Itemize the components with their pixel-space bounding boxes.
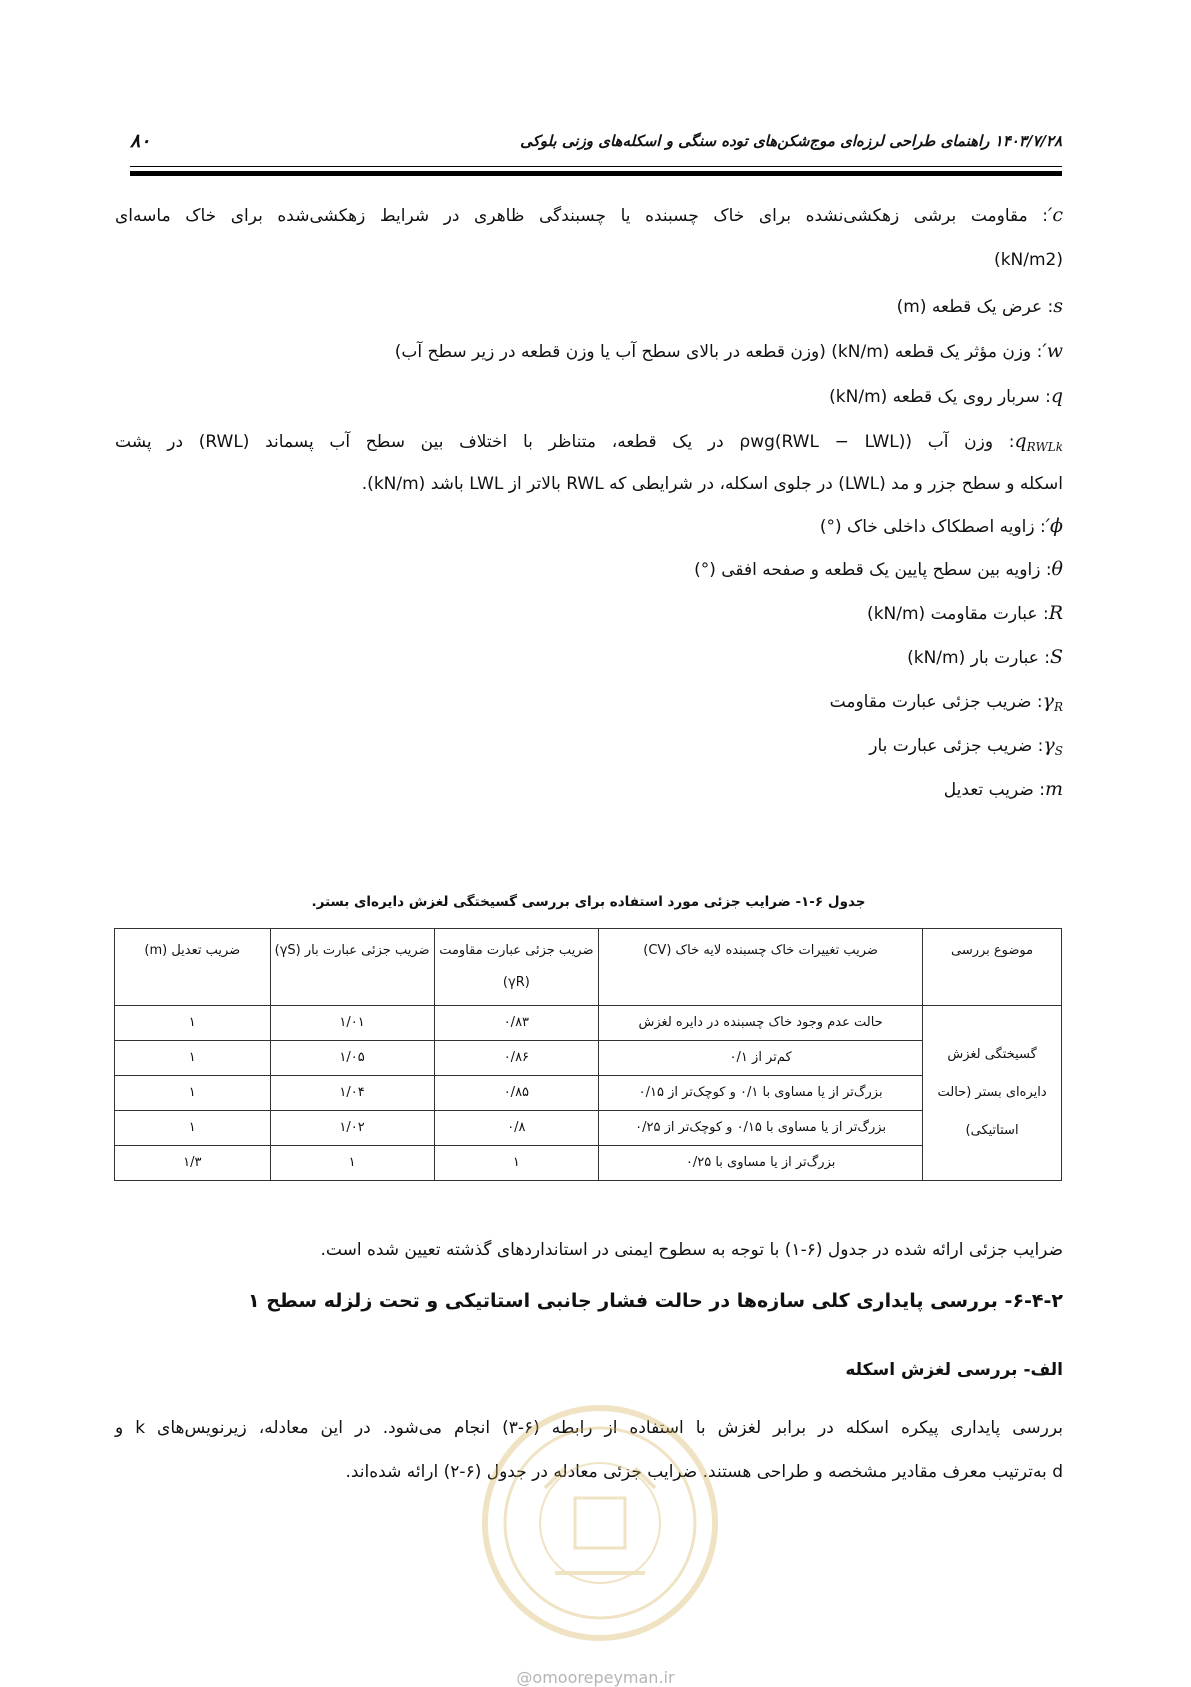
subsection-heading: الف- بررسی لغزش اسکله <box>845 1360 1063 1380</box>
definition-phi-prime: ϕ′: زاویه اصطکاک داخلی خاک (°) <box>819 515 1063 537</box>
gamma-s-cell: ۱ <box>270 1146 434 1181</box>
gamma-r-cell: ۰/۸۶ <box>434 1041 599 1076</box>
header-m: ضریب تعدیل (m) <box>115 929 271 1006</box>
m-cell: ۱ <box>115 1041 271 1076</box>
subject-cell: گسیختگی لغزش دایره‌ای بستر (حالت استاتیکی) <box>923 1006 1062 1181</box>
m-cell: ۱/۳ <box>115 1146 271 1181</box>
watermark-seal <box>475 1398 725 1648</box>
header-subject: موضوع بررسی <box>923 929 1062 1006</box>
m-cell: ۱ <box>115 1111 271 1146</box>
m-cell: ۱ <box>115 1076 271 1111</box>
definition-c-prime-unit: (kN/m2) <box>994 250 1063 270</box>
gamma-s-cell: ۱/۰۱ <box>270 1006 434 1041</box>
watermark-text: @omoorepeyman.ir <box>516 1668 675 1687</box>
definition-S: S: عبارت بار (kN/m) <box>907 646 1063 668</box>
definition-gamma-R: $\gamma_R$: ضریب جزئی عبارت مقاومت <box>829 690 1063 714</box>
paragraph-line-1: بررسی پایداری پیکره اسکله در برابر لغزش با استفاده از رابطه (۶-۳) انجام می‌شود. در این معادله، زیرنویس‌های k و <box>115 1418 1063 1438</box>
table-row <box>115 1111 1062 1146</box>
definition-q-rwl: $q_{RWLk}$: وزن آب ((ρwg(RWL − LWL در یک قطعه، متناظر با اختلاف بین سطح آب پسماند (RWL) در پشت <box>115 430 1064 454</box>
definition-q-rwl-cont: اسکله و سطح جزر و مد (LWL) در جلوی اسکله، در شرایطی که RWL بالاتر از LWL باشد (kN/m). <box>361 474 1063 494</box>
header-cv: ضریب تغییرات خاک چسبنده لایه خاک (CV) <box>599 929 923 1006</box>
cv-cell: بزرگ‌تر از یا مساوی با ۰/۱۵ و کوچک‌تر از ۰/۲۵ <box>599 1111 923 1146</box>
definition-s: s: عرض یک قطعه (m) <box>896 295 1063 317</box>
definition-q: q: سربار روی یک قطعه (kN/m) <box>829 385 1063 407</box>
gamma-r-cell: ۱ <box>434 1146 599 1181</box>
table-row <box>115 1146 1062 1181</box>
running-header <box>130 128 1062 158</box>
definition-theta: θ: زاویه بین سطح پایین یک قطعه و صفحه افقی (°) <box>694 558 1063 580</box>
cv-cell: حالت عدم وجود خاک چسبنده در دایره لغزش <box>599 1006 923 1041</box>
cv-cell: کم‌تر از ۰/۱ <box>599 1041 923 1076</box>
table-row <box>115 1006 1062 1041</box>
partial-factors-table <box>114 928 1062 1181</box>
table-header-row <box>115 929 1062 1006</box>
section-heading: ۶-۴-۲- بررسی پایداری کلی سازه‌ها در حالت فشار جانبی استاتیکی و تحت زلزله سطح ۱ <box>247 1290 1063 1312</box>
m-cell: ۱ <box>115 1006 271 1041</box>
definition-R: R: عبارت مقاومت (kN/m) <box>867 602 1063 624</box>
gamma-s-cell: ۱/۰۴ <box>270 1076 434 1111</box>
paragraph-line-2: d به‌ترتیب معرف مقادیر مشخصه و طراحی هستند. ضرایب جزئی معادله در جدول (۶-۲) ارائه شده‌اند. <box>345 1462 1063 1482</box>
definition-c-prime: c′: مقاومت برشی زهکشی‌نشده برای خاک چسبنده یا چسبندگی ظاهری در شرایط زهکشی‌شده برای خاک ماسه‌ای <box>115 204 1063 226</box>
header-gamma-s: ضریب جزئی عبارت بار (γS) <box>270 929 434 1006</box>
header-rule-thick <box>130 171 1062 176</box>
gamma-r-cell: ۰/۸۳ <box>434 1006 599 1041</box>
header-rule-thin <box>130 166 1062 167</box>
header-title: ۱۴۰۳/۷/۲۸ راهنمای طراحی لرزه‌ای موج‌شکن‌های توده سنگی و اسکله‌های وزنی بلوکی <box>520 132 1062 150</box>
table-row <box>115 1076 1062 1111</box>
table-note: ضرایب جزئی ارائه شده در جدول (۶-۱) با توجه به سطوح ایمنی در استانداردهای گذشته تعیین شده است. <box>320 1240 1063 1260</box>
table-caption: جدول ۶-۱- ضرایب جزئی مورد استفاده برای بررسی گسیختگی لغزش دایره‌ای بستر. <box>311 894 866 910</box>
gamma-r-cell: ۰/۸ <box>434 1111 599 1146</box>
gamma-s-cell: ۱/۰۲ <box>270 1111 434 1146</box>
table-row <box>115 1041 1062 1076</box>
definition-w-prime: w′: وزن مؤثر یک قطعه (kN/m) (وزن قطعه در بالای سطح آب یا وزن قطعه در زیر سطح آب) <box>394 340 1063 362</box>
cv-cell: بزرگ‌تر از یا مساوی با ۰/۱ و کوچک‌تر از ۰/۱۵ <box>599 1076 923 1111</box>
gamma-s-cell: ۱/۰۵ <box>270 1041 434 1076</box>
cv-cell: بزرگ‌تر از یا مساوی با ۰/۲۵ <box>599 1146 923 1181</box>
definition-m: m: ضریب تعدیل <box>943 778 1063 800</box>
page-number: ۸۰ <box>130 130 151 152</box>
gamma-r-cell: ۰/۸۵ <box>434 1076 599 1111</box>
header-gamma-r: ضریب جزئی عبارت مقاومت (γR) <box>434 929 599 1006</box>
definition-gamma-S: $\gamma_S$: ضریب جزئی عبارت بار <box>869 734 1063 758</box>
